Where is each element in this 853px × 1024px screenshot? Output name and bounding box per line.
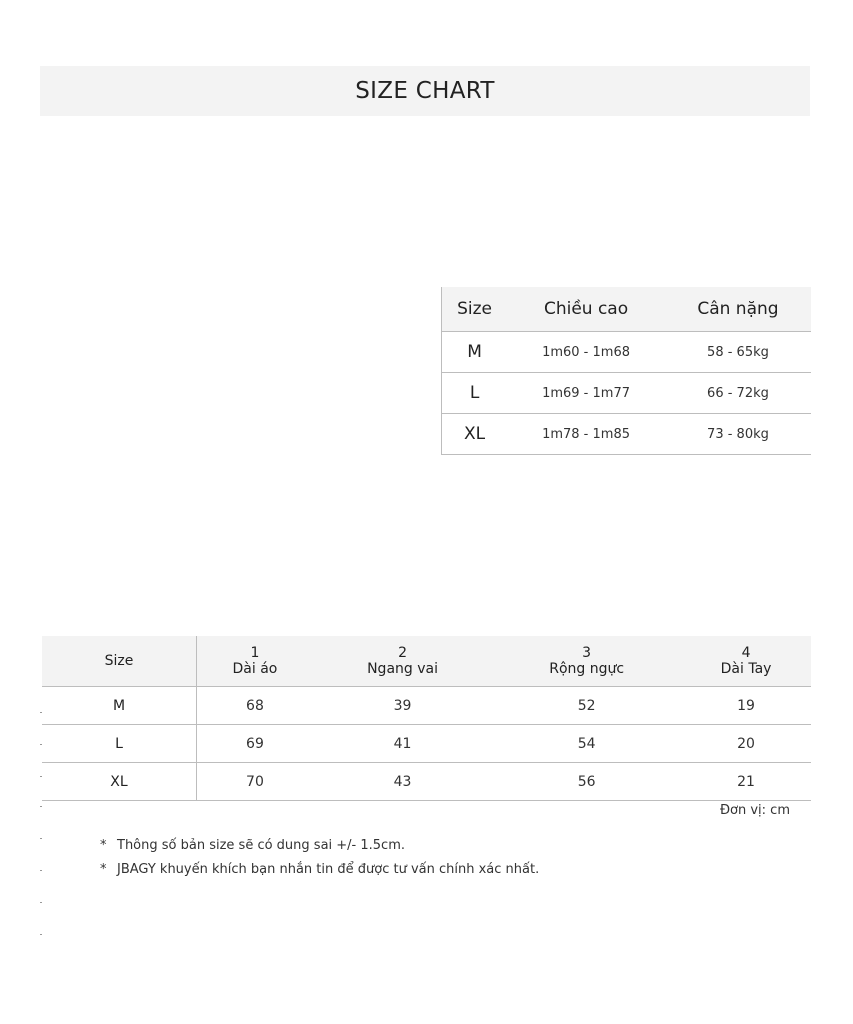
column-header [492,636,681,687]
value-cell: 68 [197,687,313,725]
value-cell: 69 [197,725,313,763]
column-header [681,636,811,687]
note-text: Thông số bản size sẽ có dung sai +/- 1.5cm. [117,838,405,853]
body-size-table [441,287,811,455]
table-row [442,373,812,414]
divider [40,806,42,807]
value-cell: 39 [313,687,492,725]
garment-measurement-table [42,636,811,801]
table-row [42,687,811,725]
table-row [42,725,811,763]
value-cell: 56 [492,763,681,801]
size-cell: M [42,687,197,725]
column-label: Ngang vai [367,661,438,677]
note-item [100,862,539,886]
column-number: 3 [582,645,592,661]
size-cell: M [442,332,508,373]
height-cell: 1m78 - 1m85 [507,414,665,455]
column-label: Dài Tay [720,661,772,677]
table-row [442,332,812,373]
table-header-row [442,287,812,332]
note-item [100,838,539,862]
note-text: JBAGY khuyến khích bạn nhắn tin để được tư vấn chính xác nhất. [117,862,540,877]
divider [40,776,42,777]
size-cell: L [442,373,508,414]
size-cell: XL [442,414,508,455]
bullet: * [100,862,107,877]
value-cell: 54 [492,725,681,763]
value-cell: 41 [313,725,492,763]
divider [40,712,42,713]
height-cell: 1m69 - 1m77 [507,373,665,414]
value-cell: 19 [681,687,811,725]
column-number: 2 [398,645,407,661]
column-header [313,636,492,687]
size-cell: L [42,725,197,763]
column-number: 1 [250,645,260,661]
weight-cell: 73 - 80kg [665,414,811,455]
table-header-row [42,636,811,687]
weight-cell: 58 - 65kg [665,332,811,373]
value-cell: 20 [681,725,811,763]
column-header: Size [442,287,508,332]
divider [40,744,42,745]
value-cell: 52 [492,687,681,725]
column-header: Size [42,636,197,687]
column-header: Chiều cao [507,287,665,332]
table-row [442,414,812,455]
weight-cell: 66 - 72kg [665,373,811,414]
notes-list [100,838,539,886]
column-header: Cân nặng [665,287,811,332]
column-label: Rộng ngực [549,661,625,677]
unit-note: Đơn vị: cm [719,803,790,818]
divider [40,934,42,935]
value-cell: 43 [313,763,492,801]
bullet: * [100,838,107,853]
size-cell: XL [42,763,197,801]
value-cell: 70 [197,763,313,801]
page-title: SIZE CHART [355,78,495,104]
height-cell: 1m60 - 1m68 [507,332,665,373]
title-bar [40,66,810,116]
divider [40,838,42,839]
divider [40,870,42,871]
column-label: Dài áo [232,661,278,677]
column-number: 4 [741,645,751,661]
divider [40,902,42,903]
value-cell: 21 [681,763,811,801]
table-row [42,763,811,801]
column-header [197,636,313,687]
